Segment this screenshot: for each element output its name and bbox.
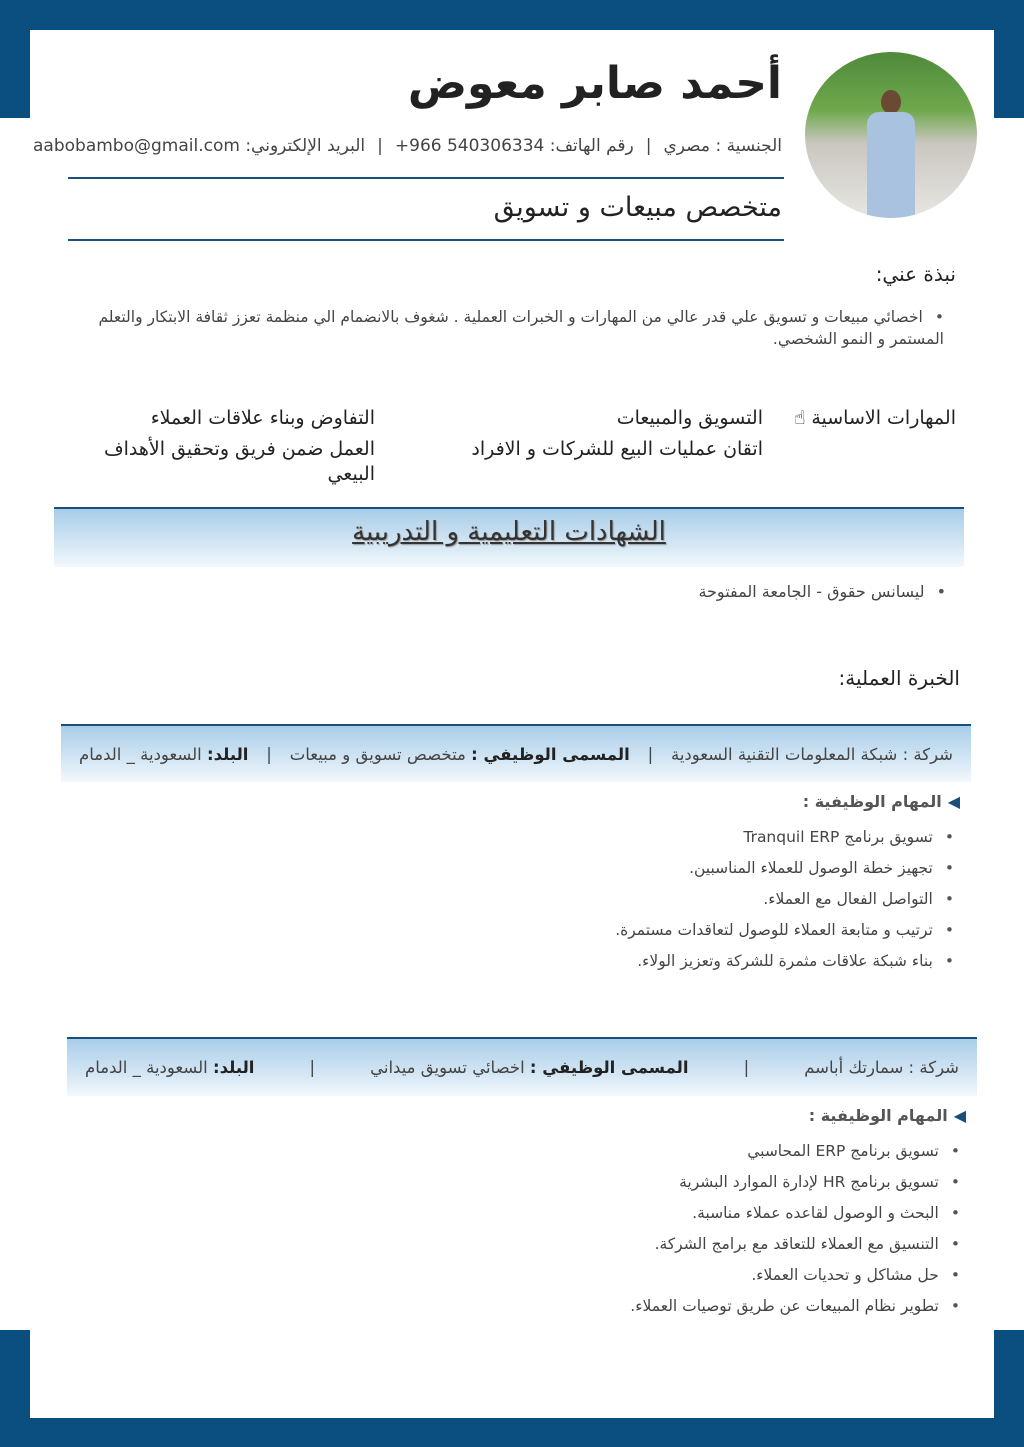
- education-heading: الشهادات التعليمية و التدريبية: [352, 517, 666, 547]
- nationality: الجنسية : مصري: [663, 136, 782, 156]
- separator: |: [647, 744, 654, 764]
- separator: |: [743, 1058, 750, 1077]
- list-item: • تطوير نظام المبيعات عن طريق توصيات العملاء.: [630, 1297, 960, 1328]
- job-company: شركة : سمارتك أباسم: [804, 1058, 959, 1077]
- email: البريد الإلكتروني: aabobambo@gmail.com: [33, 136, 366, 156]
- list-item: • بناء شبكة علاقات مثمرة للشركة وتعزيز الولاء.: [615, 952, 954, 983]
- frame-top: [0, 0, 1024, 30]
- about-text: • اخصائي مبيعات و تسويق علي قدر عالي من المهارات و الخبرات العملية . شغوف بالانضمام الي منظمة تعزز ثقافة الابتكار والتعلم المستمر و النمو الشخصي.: [68, 306, 944, 350]
- list-item: • تسويق برنامج Tranquil ERP: [615, 828, 954, 859]
- list-item: • ترتيب و متابعة العملاء للوصول لتعاقدات مستمرة.: [615, 921, 954, 952]
- about-heading: نبذة عني:: [875, 262, 956, 286]
- experience-heading: الخبرة العملية:: [838, 666, 960, 690]
- list-item: • تسويق برنامج ERP المحاسبي: [630, 1142, 960, 1173]
- job-position: المسمى الوظيفي : متخصص تسويق و مبيعات: [289, 744, 630, 764]
- arrow-left-icon: ◀: [953, 1106, 966, 1125]
- skills-section: [60, 406, 956, 487]
- list-item: • تجهيز خطة الوصول للعملاء المناسبين.: [615, 859, 954, 890]
- frame-corner-br: [994, 1330, 1024, 1447]
- frame-bottom: [0, 1418, 1024, 1447]
- separator: |: [266, 744, 272, 764]
- list-item: • حل مشاكل و تحديات العملاء.: [630, 1266, 960, 1297]
- list-item: • تسويق برنامج HR لإدارة الموارد البشرية: [630, 1173, 960, 1204]
- frame-corner-tr: [994, 0, 1024, 118]
- candidate-name: أحمد صابر معوض: [407, 58, 782, 109]
- skill-item: التسويق والمبيعات: [616, 407, 763, 429]
- skills-heading: المهارات الاساسية ☝: [793, 407, 956, 429]
- phone: رقم الهاتف: 540306334 966+: [394, 136, 634, 156]
- tasks-heading: ◀المهام الوظيفية :: [808, 1106, 966, 1125]
- job-country: البلد: السعودية _ الدمام: [79, 744, 249, 764]
- job-company: شركة : شبكة المعلومات التقنية السعودية: [670, 744, 953, 764]
- divider: [68, 239, 784, 241]
- job-header: [67, 1037, 977, 1096]
- skill-item: العمل ضمن فريق وتحقيق الأهداف البيعي: [103, 438, 375, 485]
- job-country: البلد: السعودية _ الدمام: [85, 1058, 255, 1077]
- frame-corner-bl: [0, 1330, 30, 1447]
- education-band: [54, 507, 964, 567]
- arrow-left-icon: ◀: [947, 792, 960, 811]
- contact-line: الجنسية : مصري|رقم الهاتف: 540306334 966+|البريد الإلكتروني: aabobambo@gmail.com: [33, 136, 782, 156]
- job-title: متخصص مبيعات و تسويق: [493, 192, 782, 223]
- list-item: • التنسيق مع العملاء للتعاقد مع برامج الشركة.: [630, 1235, 960, 1266]
- task-list: [615, 828, 954, 983]
- profile-photo: [805, 52, 977, 218]
- job-header: [61, 724, 971, 782]
- education-item: • ليسانس حقوق - الجامعة المفتوحة: [698, 582, 946, 601]
- divider: [68, 177, 784, 179]
- separator: |: [309, 1058, 316, 1077]
- pointer-hand-icon: ☝: [793, 407, 806, 429]
- list-item: • التواصل الفعال مع العملاء.: [615, 890, 954, 921]
- skill-item: التفاوض وبناء علاقات العملاء: [150, 407, 375, 429]
- list-item: • البحث و الوصول لقاعده عملاء مناسبة.: [630, 1204, 960, 1235]
- job-position: المسمى الوظيفي : اخصائي تسويق ميداني: [370, 1058, 689, 1077]
- frame-corner-tl: [0, 0, 30, 118]
- tasks-heading: ◀المهام الوظيفية :: [802, 792, 960, 811]
- skill-item: اتقان عمليات البيع للشركات و الافراد: [471, 438, 763, 460]
- task-list: [630, 1142, 960, 1328]
